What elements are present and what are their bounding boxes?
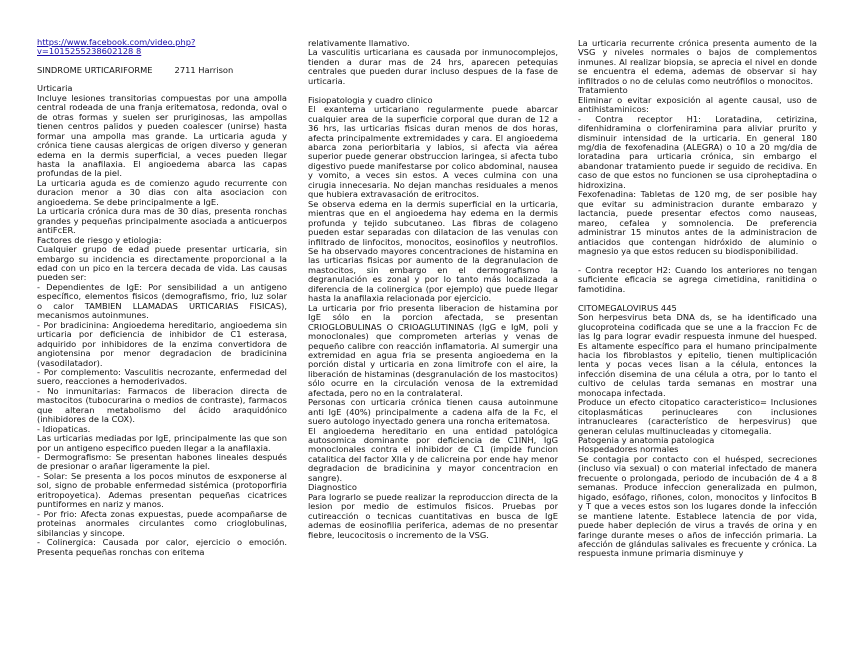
paragraph: Factores de riesgo y etiologia:: [37, 234, 162, 245]
paragraph: CITOMEGALOVIRUS 445: [578, 302, 677, 313]
paragraph: - Por frio: Afecta zonas expuestas, puede acompañarse de proteinas anormales circulantes como crioglobulinas, sibilancias y sincope.: [37, 508, 287, 538]
paragraph: Las urticarias mediadas por IgE, principalmente las que son por un antigeno especifico pueden llegar a la anafilaxia.: [37, 433, 287, 453]
paragraph: relativamente llamativo.: [308, 39, 410, 48]
paragraph: Tratamiento: [578, 85, 628, 96]
paragraph: La urticaria por frio presenta liberacion de histamina por IgE sólo en la porcion afectada, se presentan CRIOGLOBULINAS O CRIOAGLUTININAS (IgG e IgM, poli y monoclonales) que comprometen arterias y venas de pequeño calibre con reacción inflamatoria. Al sumergir una extremidad en agua fria se presenta angioedema en la porción distal y urticaria en zona limitrofe con el aire, la liberación de histaminas (desgranulación de los mastocitos) sólo ocurre en la circulación venosa de la extremidad afectada, pero no en la contralateral.: [308, 302, 558, 398]
paragraph: - Solar: Se presenta a los pocos minutos de esxponerse al sol, signo de probable enfermedad sistémica (protoporfiria eritropoyetica). Ademas presentan pequeñas cicatrices puntiformes en nariz y manos.: [37, 470, 287, 510]
paragraph: Personas con urticaria crónica tienen causa autoinmune anti IgE (40%) principalmente a cadena alfa de la Fc, el suero autologo inyectado genera una roncha eritematosa.: [308, 397, 558, 427]
paragraph: Diagnostico: [308, 482, 357, 493]
paragraph: La urticaria aguda es de comienzo agudo recurrente con duracion menor a 30 dias con alta asociacion con angioedema. Se debe principalmente a IgE.: [37, 177, 287, 207]
paragraph: Urticaria: [37, 83, 73, 94]
paragraph: - Idiopaticas.: [37, 423, 91, 434]
paragraph: Hospedadores normales: [578, 444, 679, 455]
paragraph: La urticaria recurrente crónica presenta aumento de la VSG y niveles normales o bajos de complementos inmunes. Al realizar biopsia, se aprecia el nivel en donde se encuentra el edema, ademas de observar si hay infiltrados o no de celulas como neutrófilos o monocitos.: [578, 39, 817, 86]
paragraph: - Por bradicinina: Angioedema hereditario, angioedema sin urticaria por deficiencia de inhibidor de C1 esterasa, adquirido por inhibidores de la enzima convertidora de angiotensina por menor degradacion de bradicinina (vasodilatador).: [37, 319, 287, 368]
paragraph: - Colinergica: Causada por calor, ejercicio o emoción. Presenta pequeñas ronchas con eritema: [37, 537, 287, 557]
paragraph: - Dependientes de IgE: Por sensibilidad a un antigeno específico, elementos fisicos (demografismo, frio, luz solar o calor TAMBIEN LLAMADAS URTICARIAS FISICAS), mecanismos autoinmunes.: [37, 281, 287, 321]
paragraph: El exantema urticariano regularmente puede abarcar cualquier area de la superficie corporal que duran de 12 a 36 hrs, las urticarias fisicas duran menos de dos horas, afecta principalmente extremidades y cara. El angioedema abarca zona periorbitaria y labios, si afecta via aérea superior puede generar obstruccion laringea, si afecta tubo digestivo puede manifestarse por colico abdominal, nausea y vomito, a veces sin estos. A veces culmina con una cirugia innecesaria. No dejan manchas residuales a menos que hubiera extravasación de eritrocitos.: [308, 104, 558, 200]
harrison-reference: 2711 Harrison: [174, 64, 234, 75]
paragraph: Fisiopatologia y cuadro clinico: [308, 94, 433, 105]
document-title-row: [37, 66, 287, 75]
paragraph: Se contagia por contacto con el huésped, secreciones (incluso via sexual) o con material infectado de manera frecuente o prolongada, periodo de incubación de 4 a 8 semanas. Produce infeccion generalizada en pulmon, higado, esófago, riñones, colon, monocitos y linfocitos B y T que a veces estos son los lugares donde la infección se mantiene latente. Establece latencia de por vida, puede haber depleción de virus a través de orina y en faringe durante meses o años de infección primaria. La afección de glándulas salivales es frecuente y crónica. La respuesta inmune primaria disminuye y: [578, 453, 817, 559]
paragraph: Incluye lesiones transitorias compuestas por una ampolla central rodeada de una franja eritematosa, redonda, oval o de otras formas y suelen ser pruriginosas, las ampollas tienen centros palidos y pueden coalescer (unirse) hasta formar una ampolla mas grande. La urticaria aguda y crónica tiene causas alergicas de origen diverso y generan edema en la dermis superficial, a veces pueden llegar hasta la anafilaxia. El angioedema abarca las capas profundas de la piel.: [37, 92, 287, 179]
paragraph: - No inmunitarias: Farmacos de liberacion directa de mastocitos (tubocurarina o medios de contraste), farmacos que alteran metabolismo del ácido araquidónico (inhibidores de la COX).: [37, 385, 287, 425]
paragraph: Son herpesvirus beta DNA ds, se ha identificado una glucoproteina codificada que se une a la fraccion Fc de las Ig para lograr evadir respuesta inmune del huesped. Es altamente específico para el humano principalmente hacia los fibroblastos y epitelio, tienen multiplicación lenta y pocas veces lisan a la célula, entonces la infección disemina de una célula a otra, por lo tanto el cultivo de celulas tarda semanas en mostrar una monocapa infectada.: [578, 312, 817, 398]
facebook-video-link[interactable]: https://www.facebook.com/video.php?v=1015255238602128 8: [37, 38, 196, 57]
paragraph: La urticaria crónica dura mas de 30 dias, presenta ronchas grandes y pequeñas principalmente asociada a anticuerpos antiFcER.: [37, 206, 287, 236]
column-2: [308, 39, 558, 653]
paragraph: La vasculitis urticariana es causada por inmunocomplejos, tienden a durar mas de 24 hrs, aparecen petequias centrales que pueden durar incluso despues de la fase de urticaria.: [308, 47, 558, 86]
spacer: [37, 75, 287, 84]
column-3-body: [578, 39, 817, 559]
paragraph: - Contra receptor H1: Loratadina, cetirizina, difenhidramina o clorfeniramina para aliviar prurito y disminuir intensidad de la urticaria. En general 180 mg/dia de fexofenadina (ALEGRA) o 10 a 20 mg/dia de loratadina para urticaria crónica, sin embargo el abandonar tratamiento puede ir seguido de recidiva. En caso de que estos no funcionen se usa ciproheptadina o hidroxizina.: [578, 113, 817, 190]
paragraph: Patogenia y anatomia patologica: [578, 435, 715, 446]
column-1-body: [37, 84, 287, 557]
paragraph: Se observa edema en la dermis superficial en la urticaria, mientras que en el angioedema hay edema en la dermis profunda y tejido subcutaneo. Las fibras de colageno pueden estar separadas con dilatacion de las venulas con infiltrado de linfocitos, monocitos, eosinofilos y neutrofilos. Se ha observado mayores concentraciones de histamina en las urticarias fisicas por aumento de la degranulacion de mastocitos, sin embargo en el dermografismo la degranulación es zonal y por lo tanto más localizada a diferencia de la colinergica (por ejemplo) que puede llegar hasta la anafilaxia relacionada por ejercicio.: [308, 198, 558, 304]
document-title: SINDROME URTICARIFORME: [37, 64, 153, 75]
paragraph: - Dermografismo: Se presentan habones lineales después de presionar o arañar ligeramente la piel.: [37, 452, 287, 472]
column-3: [578, 39, 817, 653]
paragraph: El angioedema hereditario en una entidad patológica autosomica dominante por deficiencia de C1INH, IgG monoclonales contra el inhibidor de C1 (impide funcion catalitica del factor XIIa y de calicreina por ende hay menor degradacion de bradicinina y mayor concentracion en sangre).: [308, 425, 558, 483]
paragraph: Fexofenadina: Tabletas de 120 mg, de ser posible hay que evitar su administracion durante embarazo y lactancia, puede presentar efectos como nauseas, mareo, cefalea y somnolencia. De preferencia administrar 15 minutos antes de la administracion de antiacidos que contengan hidróxido de aluminio o magnesio ya que estos reducen su biodisponibilidad.: [578, 189, 817, 256]
column-1: [37, 38, 287, 652]
paragraph: - Contra receptor H2: Cuando los anteriores no tengan suficiente eficacia se agrega cimetidina, ranitidina o famotidina.: [578, 264, 817, 294]
paragraph: Para lograrlo se puede realizar la reproduccion directa de la lesion por medio de estimulos fisicos. Pruebas por cutireacción o tecnicas cuantitativas en busca de IgE ademas de eosinofilia periferica, ademas de no presentar fiebre, leucocitosis o incremento de la VSG.: [308, 491, 558, 540]
paragraph: Eliminar o evitar exposición al agente causal, uso de antihistaminicos:: [578, 94, 817, 115]
paragraph: - Por complemento: Vasculitis necrozante, enfermedad del suero, reacciones a hemoderivados.: [37, 366, 287, 387]
paragraph: Cualquier grupo de edad puede presentar urticaria, sin embargo su incidencia es directamente proporcional a la edad con un pico en la tercera decada de vida. Las causas pueden ser:: [37, 244, 287, 283]
column-2-body: [308, 39, 558, 540]
paragraph: Produce un efecto citopatico caracteristico= Inclusiones citoplasmáticas perinucleares con inclusiones intranucleares (característico de herpesvirus) que generan celulas multinucleadas y citomegalia.: [578, 397, 817, 436]
